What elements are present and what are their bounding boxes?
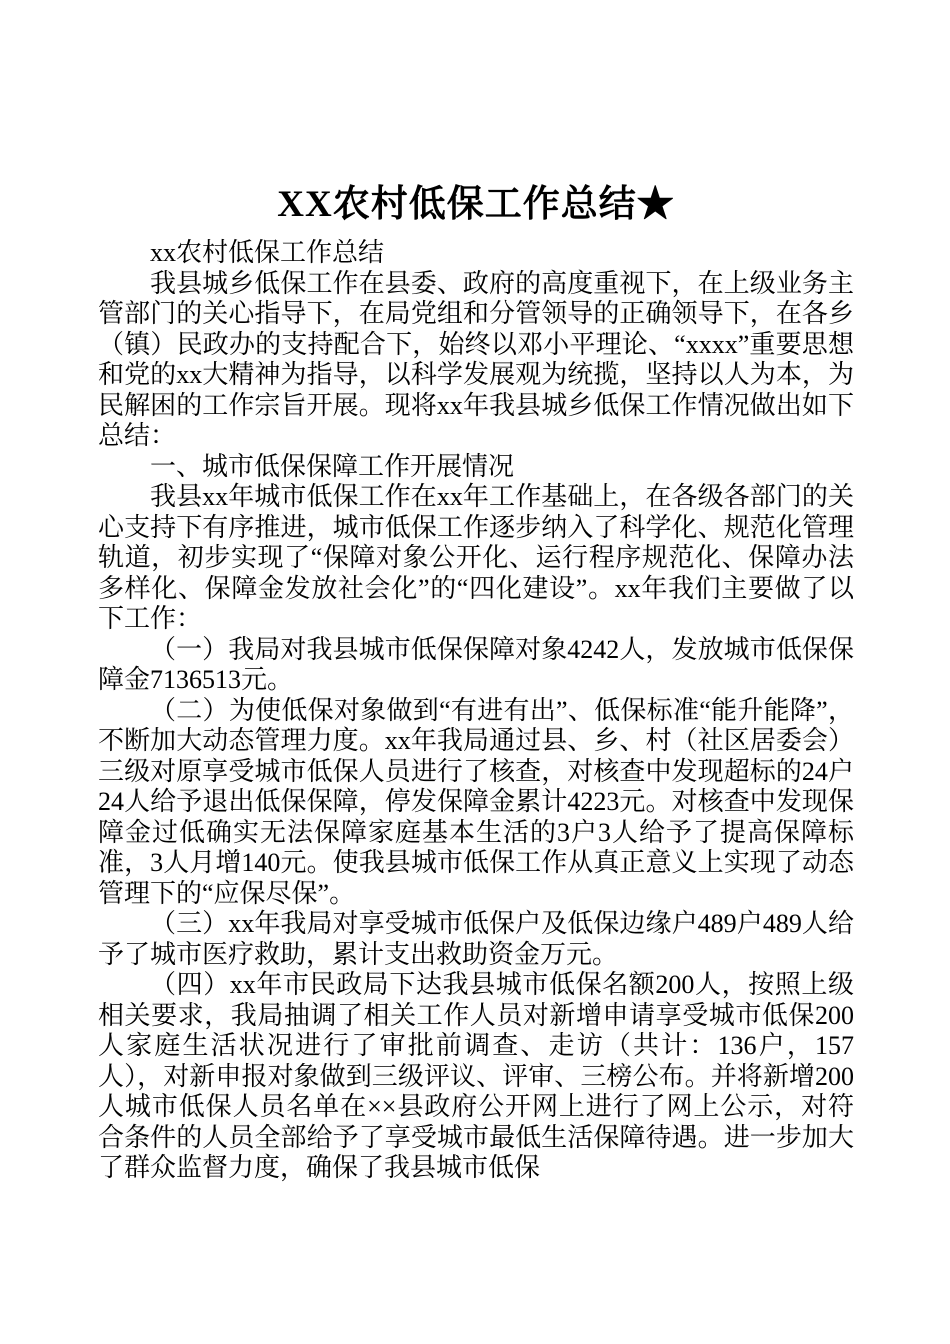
document-content [98, 181, 854, 1184]
paragraph-subtitle: xx农村低保工作总结 [150, 238, 385, 268]
section-heading-1: 一、城市低保保障工作开展情况 [150, 451, 515, 481]
paragraph-intro: 我县城乡低保工作在县委、政府的高度重视下，在上级业务主管部门的关心指导下，在局党组和分管领导的正确领导下，在各乡（镇）民政办的支持配合下，始终以邓小平理论、“xxxx”重要思想和党的xx大精神为指导，以科学发展观为统揽，坚持以人为本，为民解困的工作宗旨开展。现将xx年我县城乡低保工作情况做出如下总结： [98, 268, 854, 451]
paragraph-item-2: （二）为使低保对象做到“有进有出”、低保标准“能升能降”，不断加大动态管理力度。xx年我局通过县、乡、村（社区居委会）三级对原享受城市低保人员进行了核查，对核查中发现超标的24户24人给予退出低保保障，停发保障金累计4223元。对核查中发现保障金过低确实无法保障家庭基本生活的3户3人给予了提高保障标准，3人月增140元。使我县城市低保工作从真正意义上实现了动态管理下的“应保尽保”。 [98, 695, 854, 908]
paragraph-item-4: （四）xx年市民政局下达我县城市低保名额200人，按照上级相关要求，我局抽调了相关工作人员对新增申请享受城市低保200人家庭生活状况进行了审批前调查、走访（共计：136户，157人），对新申报对象做到三级评议、评审、三榜公布。并将新增200人城市低保人员名单在××县政府公开网上进行了网上公示，对符合条件的人员全部给予了享受城市最低生活保障待遇。进一步加大了群众监督力度，确保了我县城市低保 [98, 970, 854, 1183]
paragraph-item-1: （一）我局对我县城市低保保障对象4242人，发放城市低保保障金7136513元。 [98, 634, 854, 695]
document-title: XX农村低保工作总结★ [277, 184, 675, 225]
paragraph-section1-overview: 我县xx年城市低保工作在xx年工作基础上，在各级各部门的关心支持下有序推进，城市低保工作逐步纳入了科学化、规范化管理轨道，初步实现了“保障对象公开化、运行程序规范化、保障办法多样化、保障金发放社会化”的“四化建设”。xx年我们主要做了以下工作： [98, 482, 854, 634]
paragraph-item-3: （三）xx年我局对享受城市低保户及低保边缘户489户489人给予了城市医疗救助，累计支出救助资金万元。 [98, 909, 854, 969]
